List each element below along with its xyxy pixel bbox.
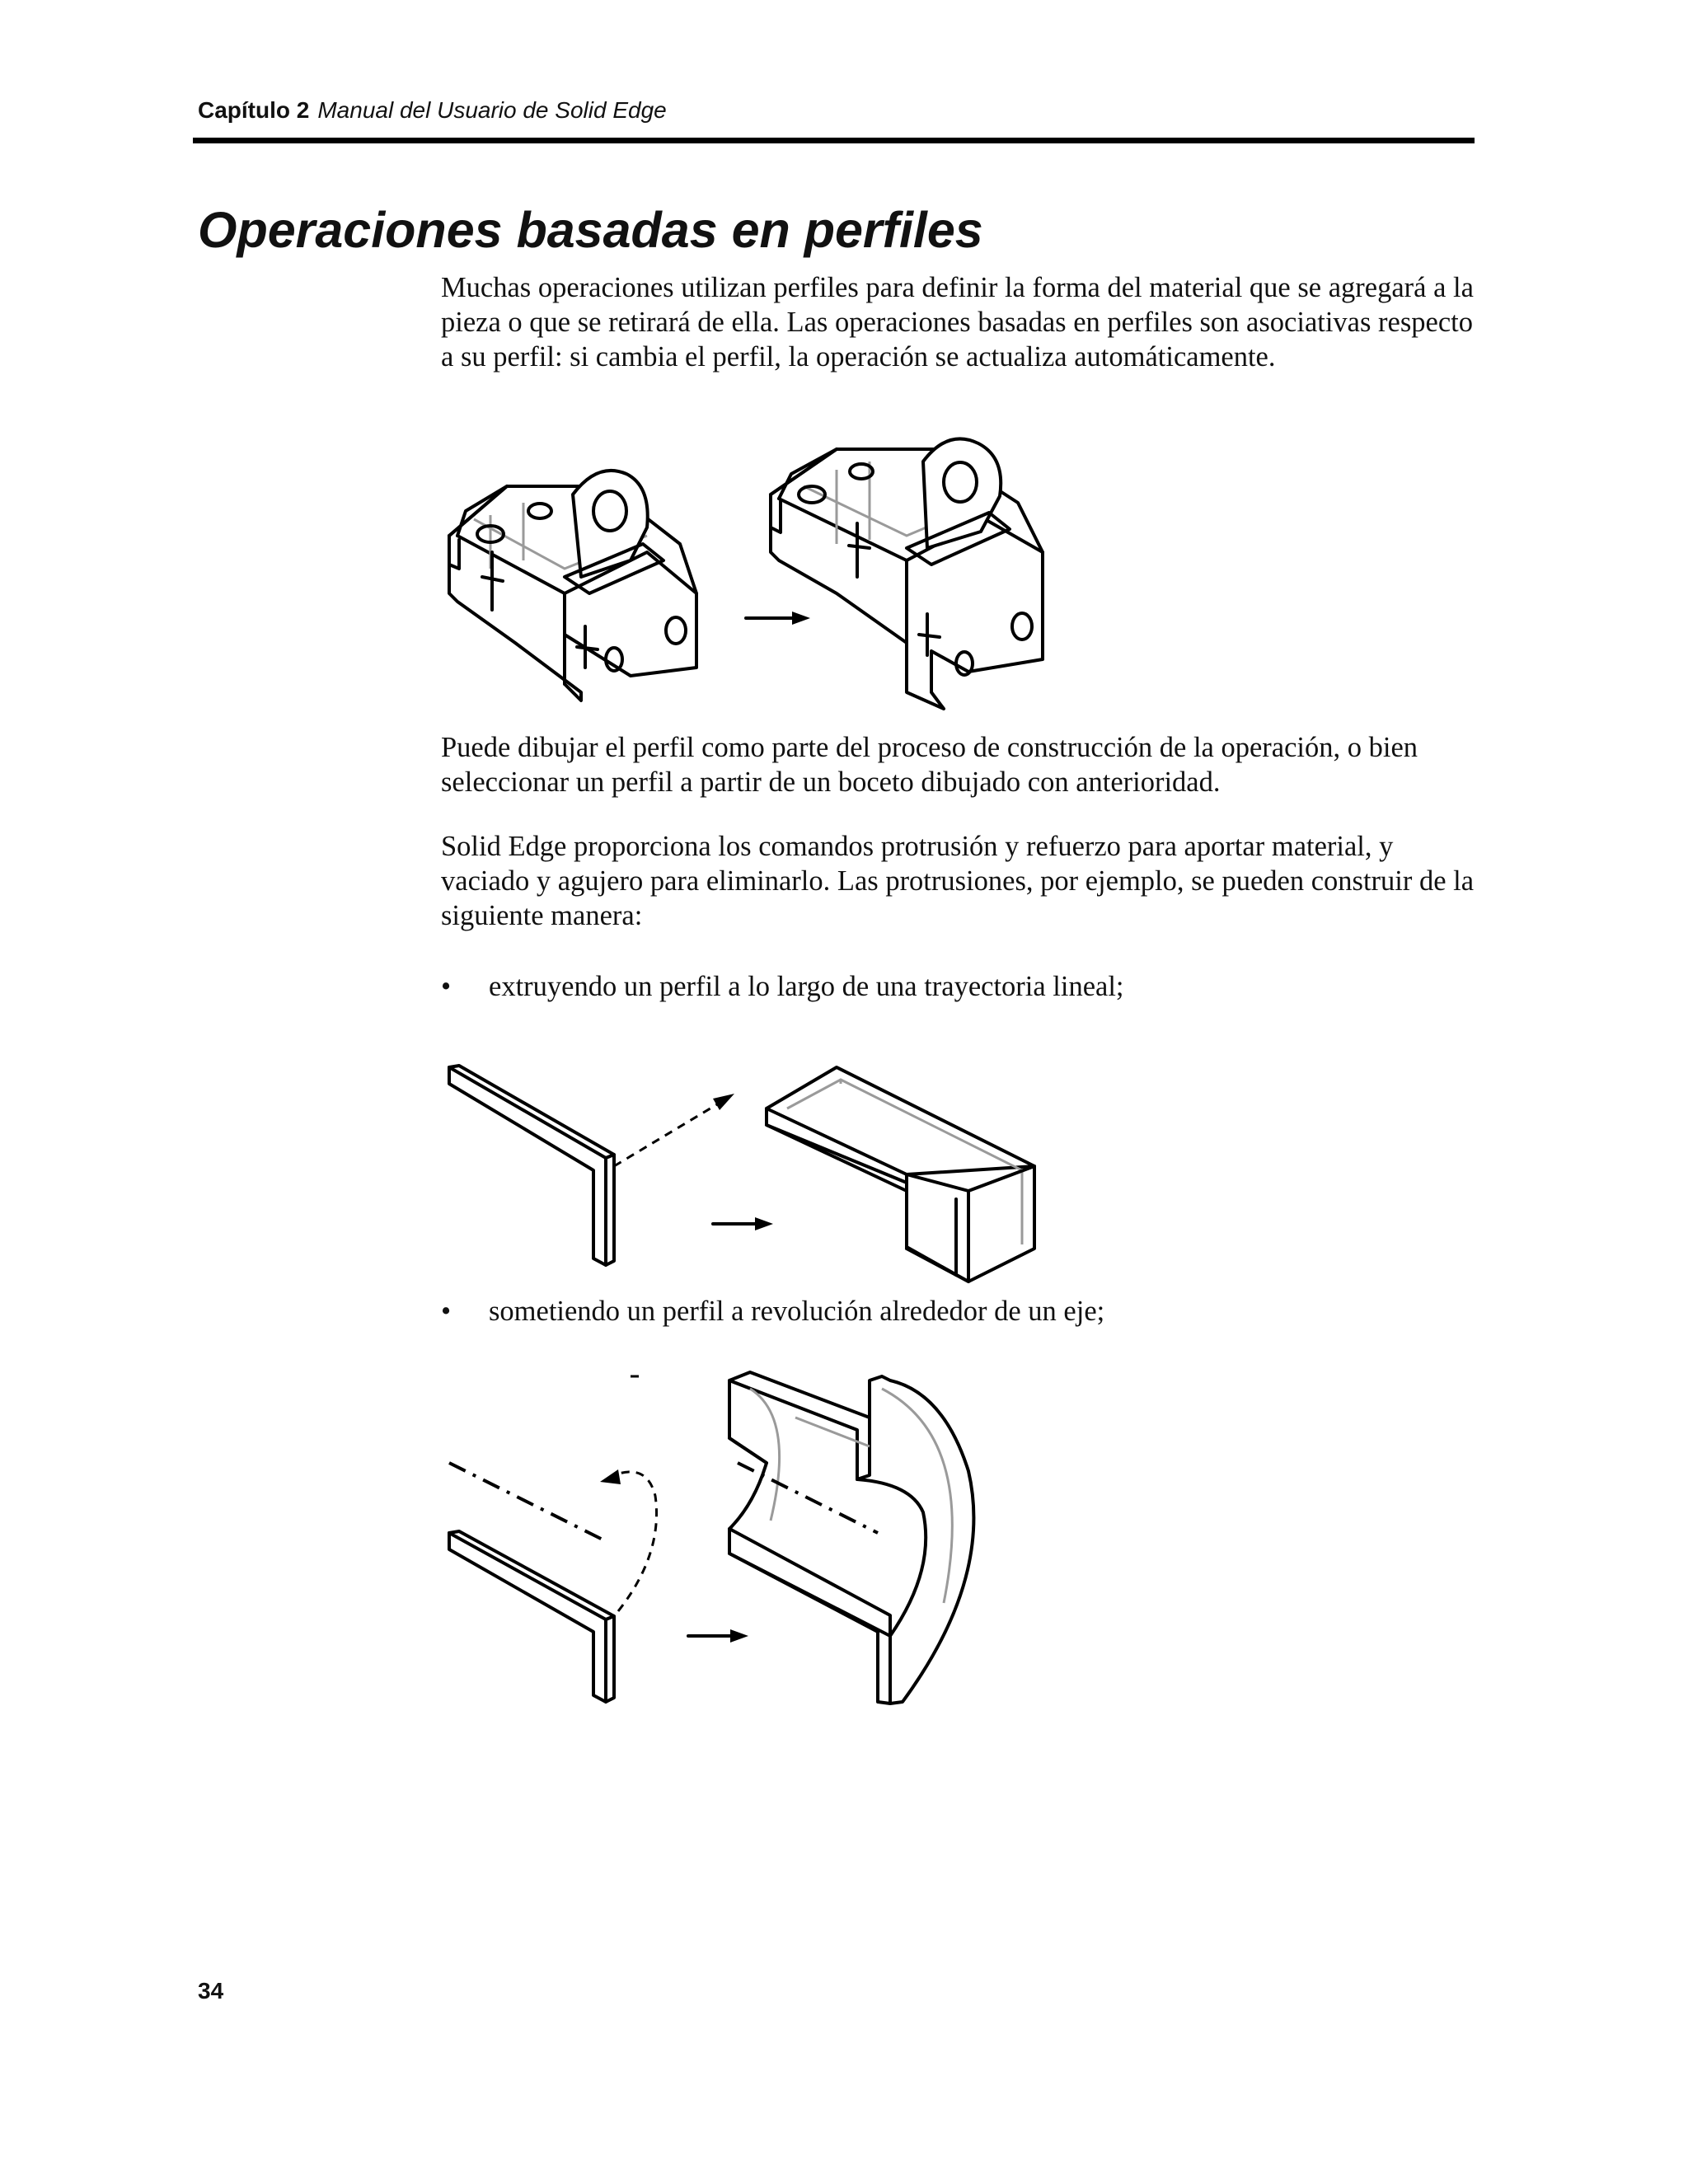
- running-header: [198, 97, 667, 124]
- l-profile-drawing: [449, 1531, 614, 1702]
- original-part-drawing: [449, 471, 696, 701]
- transition-arrow: [688, 1629, 748, 1643]
- transition-arrow: [713, 1217, 773, 1230]
- extruded-solid-drawing: [767, 1067, 1034, 1282]
- bullet-text: sometiendo un perfil a revolución alrededor de un eje;: [489, 1296, 1105, 1327]
- header-rule: [193, 138, 1475, 143]
- revolution-illustration: [441, 1364, 1067, 1710]
- book-title: Manual del Usuario de Solid Edge: [317, 97, 667, 123]
- extrusion-direction-arrow: [614, 1094, 734, 1166]
- commands-paragraph: Solid Edge proporciona los comandos protrusión y refuerzo para aportar material, y vaciado y agujero para eliminarlo. Las protrusiones, por ejemplo, se pueden construir de la siguiente manera:: [441, 831, 1475, 931]
- chapter-label: Capítulo 2: [198, 97, 310, 123]
- revolved-solid-drawing: [729, 1372, 973, 1704]
- profile-update-illustration: [441, 437, 1067, 717]
- updated-part-drawing: [771, 438, 1043, 709]
- page-number: 34: [198, 1978, 224, 2004]
- sketch-paragraph: Puede dibujar el perfil como parte del proceso de construcción de la operación, o bien seleccionar un perfil a partir de un boceto dibujado con anterioridad.: [441, 732, 1418, 798]
- bullet-symbol: •: [441, 1296, 452, 1327]
- rotation-direction-arrow: [600, 1376, 657, 1611]
- section-title: Operaciones basadas en perfiles: [198, 202, 983, 258]
- intro-paragraph: Muchas operaciones utilizan perfiles para definir la forma del material que se agregará a la pieza o que se retirará de ella. Las operaciones basadas en perfiles son asociativas respecto a su perfil: si cambia el perfil, la operación se actualiza automáticamente.: [441, 272, 1474, 373]
- axis-centerline: [449, 1463, 606, 1541]
- bullet-text: extruyendo un perfil a lo largo de una trayectoria lineal;: [489, 971, 1124, 1002]
- transition-arrow: [746, 612, 810, 625]
- extrusion-illustration: [441, 1059, 1067, 1290]
- l-profile-drawing: [449, 1066, 614, 1265]
- bullet-symbol: •: [441, 971, 452, 1002]
